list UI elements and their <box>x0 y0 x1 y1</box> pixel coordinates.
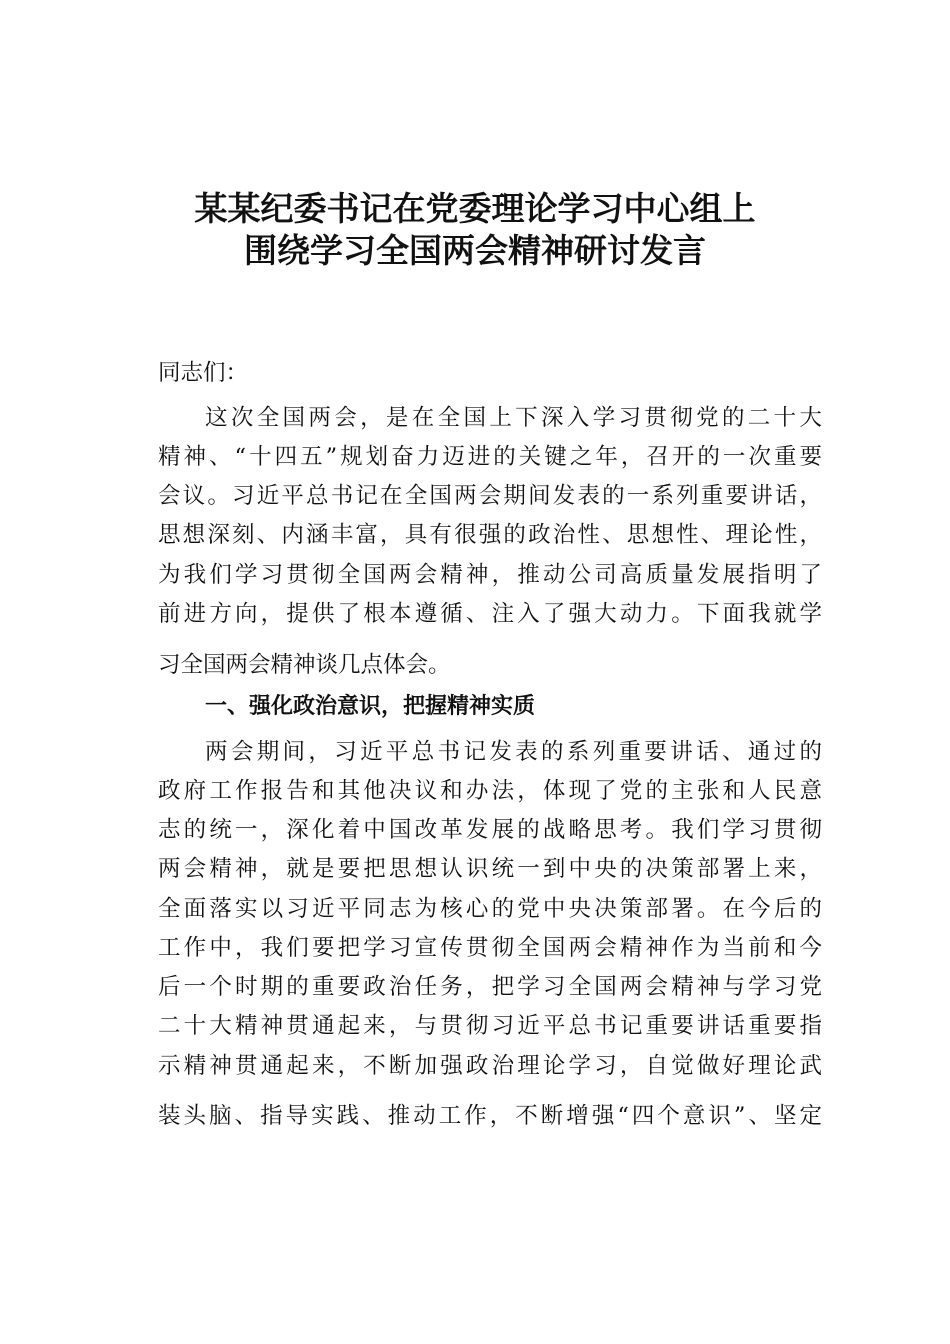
salutation: 同志们： <box>158 360 249 386</box>
title-line-1: 某某纪委书记在党委理论学习中心组上 <box>194 189 756 228</box>
paragraph-2-line: 工作中，我们要把学习宣传贯彻全国两会精神作为当前和今 <box>158 935 822 961</box>
paragraph-2-line: 二十大精神贯通起来，与贯彻习近平总书记重要讲话重要指 <box>158 1013 822 1039</box>
title-line-2: 围绕学习全国两会精神研讨发言 <box>244 231 706 270</box>
paragraph-1-line: 精神、“十四五”规划奋力迈进的关键之年，召开的一次重要 <box>158 444 822 470</box>
paragraph-2-line: 两会精神，就是要把思想认识统一到中央的决策部署上来， <box>158 856 822 882</box>
paragraph-2-line: 志的统一，深化着中国改革发展的战略思考。我们学习贯彻 <box>158 817 822 843</box>
paragraph-1-line: 前进方向，提供了根本遵循、注入了强大动力。下面我就学 <box>158 601 822 627</box>
paragraph-1-line: 习全国两会精神谈几点体会。 <box>158 652 451 678</box>
paragraph-2-line: 装头脑、指导实践、推动工作，不断增强“四个意识”、坚定 <box>158 1103 822 1129</box>
section-heading-1: 一、强化政治意识，把握精神实质 <box>205 694 536 719</box>
paragraph-1-line: 这次全国两会，是在全国上下深入学习贯彻党的二十大 <box>205 405 822 431</box>
document-title <box>120 188 830 272</box>
paragraph-1-line: 思想深刻、内涵丰富，具有很强的政治性、思想性、理论性， <box>158 522 822 548</box>
paragraph-2-line: 政府工作报告和其他决议和办法，体现了党的主张和人民意 <box>158 778 822 804</box>
paragraph-2-line: 示精神贯通起来，不断加强政治理论学习，自觉做好理论武 <box>158 1053 822 1079</box>
paragraph-2-line: 全面落实以习近平同志为核心的党中央决策部署。在今后的 <box>158 896 822 922</box>
paragraph-2-line: 后一个时期的重要政治任务，把学习全国两会精神与学习党 <box>158 974 822 1000</box>
paragraph-1-line: 会议。习近平总书记在全国两会期间发表的一系列重要讲话， <box>158 483 822 509</box>
paragraph-2-line: 两会期间，习近平总书记发表的系列重要讲话、通过的 <box>205 739 822 765</box>
paragraph-1-line: 为我们学习贯彻全国两会精神，推动公司高质量发展指明了 <box>158 562 822 588</box>
